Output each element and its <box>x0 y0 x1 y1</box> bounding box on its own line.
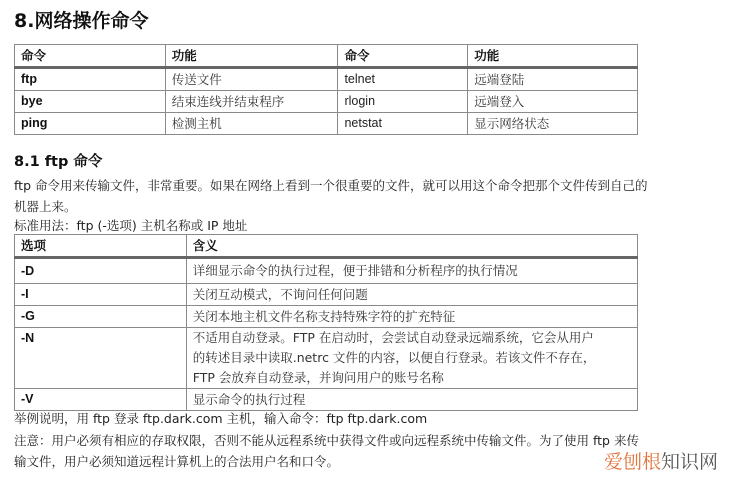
meaning-cell: 关闭互动模式，不询问任何问题 <box>186 284 637 306</box>
option-cell: -I <box>15 284 187 306</box>
meaning-cell: 关闭本地主机文件名称支持特殊字符的扩充特征 <box>186 306 637 328</box>
example-line: 举例说明，用 ftp 登录 ftp.dark.com 主机，输入命令：ftp ftp.dark.com <box>14 411 428 426</box>
function-cell: 结束连线并结束程序 <box>165 91 338 113</box>
table-row <box>15 328 638 389</box>
note-line-1: 注意：用户必须有相应的存取权限，否则不能从远程系统中获得文件或向远程系统中传输文件。为了使用 ftp 来传 <box>14 433 639 448</box>
header-function-1: 功能 <box>165 45 338 68</box>
table-row <box>15 284 638 306</box>
table-row <box>15 258 638 284</box>
header-command-1: 命令 <box>15 45 166 68</box>
header-command-2: 命令 <box>338 45 468 68</box>
command-cell: rlogin <box>338 91 468 113</box>
table-header-row <box>15 45 638 68</box>
command-cell: ping <box>15 113 166 135</box>
meaning-line: 不适用自动登录。FTP 在启动时，会尝试自动登录远端系统，它会从用户 <box>192 330 594 345</box>
option-cell: -D <box>15 258 187 284</box>
function-cell: 传送文件 <box>165 68 338 91</box>
header-function-2: 功能 <box>468 45 638 68</box>
note-line-2: 输文件，用户必须知道远程计算机上的合法用户名和口令。 <box>14 454 340 469</box>
table-row <box>15 68 638 91</box>
intro-line-2: 机器上来。 <box>14 199 77 214</box>
meaning-cell: 显示命令的执行过程 <box>186 389 637 411</box>
meaning-cell <box>186 328 637 389</box>
function-cell: 检测主机 <box>165 113 338 135</box>
command-cell: netstat <box>338 113 468 135</box>
function-cell: 显示网络状态 <box>468 113 638 135</box>
section-title: 8.网络操作命令 <box>14 10 149 32</box>
option-cell: -V <box>15 389 187 411</box>
table-header-row <box>15 235 638 258</box>
table-row <box>15 91 638 113</box>
meaning-cell: 详细显示命令的执行过程，便于排错和分析程序的执行情况 <box>186 258 637 284</box>
option-cell: -N <box>15 328 187 389</box>
table-row <box>15 306 638 328</box>
ftp-options-table <box>14 234 638 411</box>
network-commands-table <box>14 44 638 135</box>
watermark-accent-text: 爱刨根 <box>603 451 661 473</box>
command-cell: telnet <box>338 68 468 91</box>
subsection-title: 8.1 ftp 命令 <box>14 154 103 170</box>
command-cell: bye <box>15 91 166 113</box>
option-cell: -G <box>15 306 187 328</box>
function-cell: 远端登陆 <box>468 68 638 91</box>
meaning-line: 的转述目录中读取.netrc 文件的内容，以便自行登录。若该文件不存在， <box>192 350 596 365</box>
watermark-logo <box>604 449 718 475</box>
meaning-line: FTP 会放弃自动登录，并询问用户的账号名称 <box>192 370 444 385</box>
header-meaning: 含义 <box>186 235 637 258</box>
usage-line: 标准用法：ftp (-选项) 主机名称或 IP 地址 <box>14 218 248 233</box>
watermark-gray-text: 知识网 <box>660 451 718 473</box>
header-option: 选项 <box>15 235 187 258</box>
table-row <box>15 113 638 135</box>
function-cell: 远端登入 <box>468 91 638 113</box>
intro-line-1: ftp 命令用来传输文件，非常重要。如果在网络上看到一个很重要的文件，就可以用这个命令把那个文件传到自己的 <box>14 178 648 193</box>
command-cell: ftp <box>15 68 166 91</box>
